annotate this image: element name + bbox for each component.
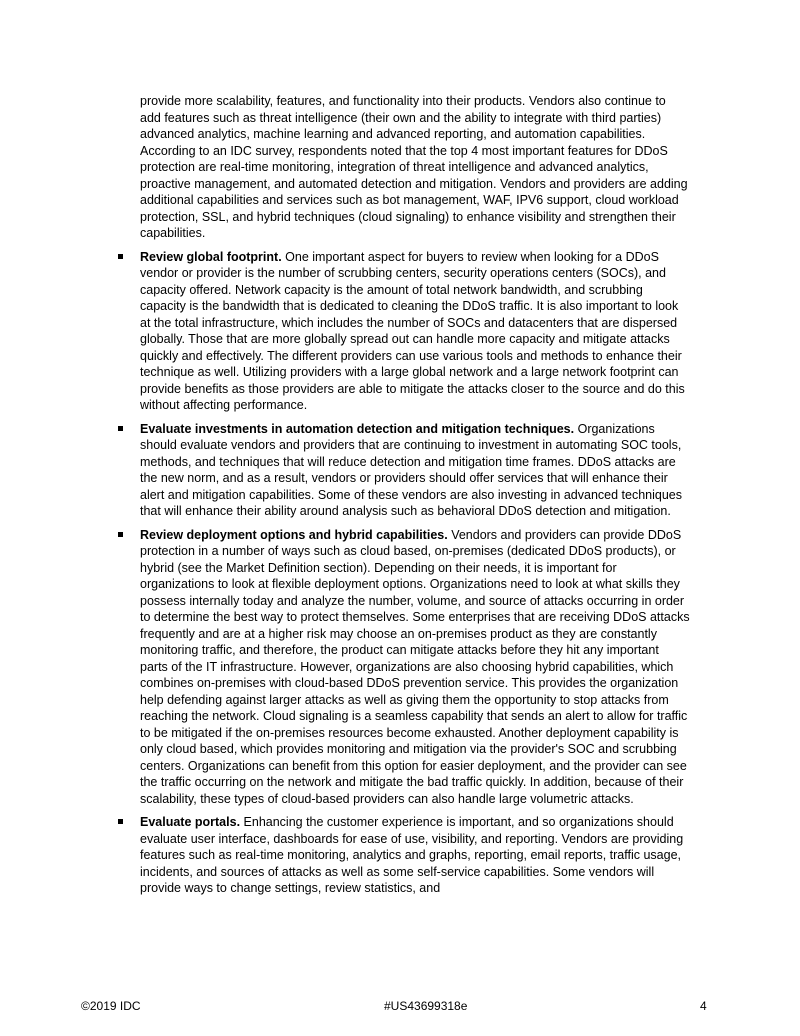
- bullet-square-icon: [118, 426, 123, 431]
- footer-page-number: 4: [700, 999, 707, 1013]
- bullet-square-icon: [118, 819, 123, 824]
- list-item: [118, 421, 690, 520]
- bullet-text: Organizations should evaluate vendors and providers that are continuing to investment in automating SOC tools, methods, and techniques that will reduce detection and mitigation time frames. DDoS attacks are the new norm, and as a result, vendors or providers should offer services that will enhance their alert and mitigation capabilities. Some of these vendors are also investing in advanced techniques that will enhance their ability around analysis such as behavioral DDoS detection and mitigation.: [140, 421, 682, 518]
- bullet-text: Vendors and providers can provide DDoS protection in a number of ways such as cloud based, on-premises (dedicated DDoS products), or hybrid (see the Market Definition section). Depending on their needs, it is important for organizations to look at flexible deployment options. Organizations need to look at what skills they possess internally today and analyze the number, volume, and source of attacks occurring in order to determine the best way to protect themselves. Some enterprises that are receiving DDoS attacks frequently and are at a higher risk may choose an on-premises product as they are constantly monitoring traffic, and therefore, the product can mitigate attacks before they hit any important parts of the IT infrastructure. However, organizations are also choosing hybrid capabilities, which combines on-premises with cloud-based DDoS prevention service. This provides the organization help defending against larger attacks as well as giving them the opportunity to stop attacks from reaching the network. Cloud signaling is a seamless capability that sends an alert to allow for traffic to be mitigated if the on-premises resources become exhausted. Another deployment capability is only cloud based, which provides monitoring and mitigation via the provider's SOC and scrubbing centers. Organizations can benefit from this option for easier deployment, and the provider can see the traffic occurring on the network and mitigate the bad traffic quickly. In addition, because of their scalability, these types of cloud-based providers can also handle large volumetric attacks.: [140, 527, 690, 806]
- bullet-title: Review deployment options and hybrid capabilities.: [140, 527, 448, 542]
- bullet-title: Evaluate investments in automation detection and mitigation techniques.: [140, 421, 575, 436]
- bullet-text: One important aspect for buyers to review when looking for a DDoS vendor or provider is the number of scrubbing centers, security operations centers (SOCs), and capacity offered. Network capacity is the amount of total network bandwidth, and scrubbing capacity is the bandwidth that is dedicated to cleaning the DDoS traffic. It is also important to look at the total infrastructure, which includes the number of SOCs and datacenters that are dispersed globally. Those that are more globally spread out can handle more capacity and mitigate attacks quickly and effectively. The different providers can use various tools and methods to enhance their technique as well. Utilizing providers with a large global network and a large network footprint can provide benefits as those providers are able to mitigate the attacks closer to the source and do this without affecting performance.: [140, 249, 685, 412]
- footer-doc-id: #US43699318e: [384, 999, 468, 1013]
- bullet-title: Evaluate portals.: [140, 815, 241, 829]
- list-item: [118, 814, 690, 897]
- bullet-text: Enhancing the customer experience is important, and so organizations should evaluate user interface, dashboards for ease of use, visibility, and reporting. Vendors are providing features such as real-time monitoring, analytics and graphs, reporting, email reports, traffic usage, incidents, and sources of attacks as well as some self-service capabilities. Some vendors will provide ways to change settings, review statistics, and: [140, 815, 684, 895]
- footer-copyright: ©2019 IDC: [81, 999, 141, 1013]
- document-body: [118, 93, 690, 897]
- list-item: [118, 249, 690, 414]
- bullet-square-icon: [118, 254, 123, 259]
- list-item: [118, 527, 690, 808]
- bullet-square-icon: [118, 532, 123, 537]
- bullet-title: Review global footprint.: [140, 249, 282, 264]
- intro-paragraph: provide more scalability, features, and functionality into their products. Vendors also continue to add features such as threat intelligence (their own and the ability to integrate with third parties) advanced analytics, machine learning and advanced reporting, and automation capabilities. According to an IDC survey, respondents noted that the top 4 most important features for DDoS protection are real-time monitoring, integration of threat intelligence and advanced analytics, proactive management, and automated detection and mitigation. Vendors and providers are adding additional capabilities and services such as bot management, WAF, IPV6 support, cloud workload protection, SSL, and hybrid techniques (cloud signaling) to enhance visibility and strengthen their capabilities.: [140, 94, 688, 240]
